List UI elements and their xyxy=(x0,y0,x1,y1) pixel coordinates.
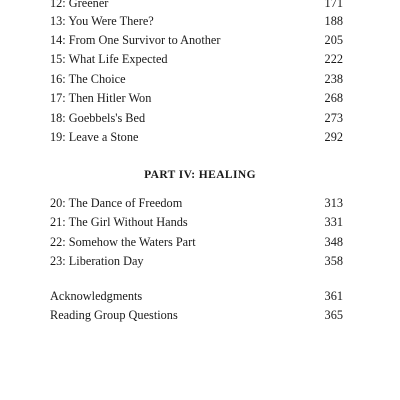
toc-entry-title: Acknowledgments xyxy=(50,289,143,303)
toc-entry-title: 14: From One Survivor to Another xyxy=(50,33,221,47)
toc-entry-title: 16: The Choice xyxy=(50,72,126,86)
toc-entry-page: 358 xyxy=(324,254,343,268)
toc-entry-page: 365 xyxy=(324,308,343,322)
toc-entry-page: 188 xyxy=(324,14,343,28)
toc-entry-title: 23: Liberation Day xyxy=(50,254,144,268)
toc-entry xyxy=(50,70,343,88)
toc-entry-page: 171 xyxy=(324,0,343,10)
toc-entry-title: 19: Leave a Stone xyxy=(50,130,139,144)
toc-entry-page: 205 xyxy=(324,33,343,47)
toc-entry xyxy=(50,233,343,251)
toc-entry-page: 313 xyxy=(324,196,343,210)
toc-entry-page: 273 xyxy=(324,111,343,125)
toc-entry-page: 238 xyxy=(324,72,343,86)
toc-entry-title: 22: Somehow the Waters Part xyxy=(50,235,196,249)
toc-entry-page: 292 xyxy=(324,130,343,144)
toc-entry xyxy=(50,89,343,107)
toc-entry-page: 268 xyxy=(324,91,343,105)
toc-entry xyxy=(50,194,343,212)
toc-entry xyxy=(50,128,343,146)
toc-entry-page: 222 xyxy=(324,52,343,66)
toc-entry-title: 21: The Girl Without Hands xyxy=(50,215,188,229)
toc-entry-page: 331 xyxy=(324,215,343,229)
toc-entry xyxy=(50,287,343,305)
toc-entry-title: 20: The Dance of Freedom xyxy=(50,196,183,210)
toc-entry-title: 17: Then Hitler Won xyxy=(50,91,152,105)
toc-entry xyxy=(50,252,343,270)
toc-entry xyxy=(50,306,343,324)
toc-entry xyxy=(50,12,343,30)
toc-entry xyxy=(50,50,343,68)
toc-entry-title: Reading Group Questions xyxy=(50,308,178,322)
toc-entry-page: 361 xyxy=(324,289,343,303)
toc-entry xyxy=(50,0,343,12)
toc-entry-title: 12: Greener xyxy=(50,0,109,10)
toc-entry xyxy=(50,213,343,231)
part-heading: PART IV: HEALING xyxy=(144,169,256,181)
toc-entry-title: 18: Goebbels's Bed xyxy=(50,111,146,125)
toc-entry-page: 348 xyxy=(324,235,343,249)
toc-entry xyxy=(50,109,343,127)
toc-entry-title: 13: You Were There? xyxy=(50,14,154,28)
toc-entry xyxy=(50,31,343,49)
toc-entry-title: 15: What Life Expected xyxy=(50,52,168,66)
